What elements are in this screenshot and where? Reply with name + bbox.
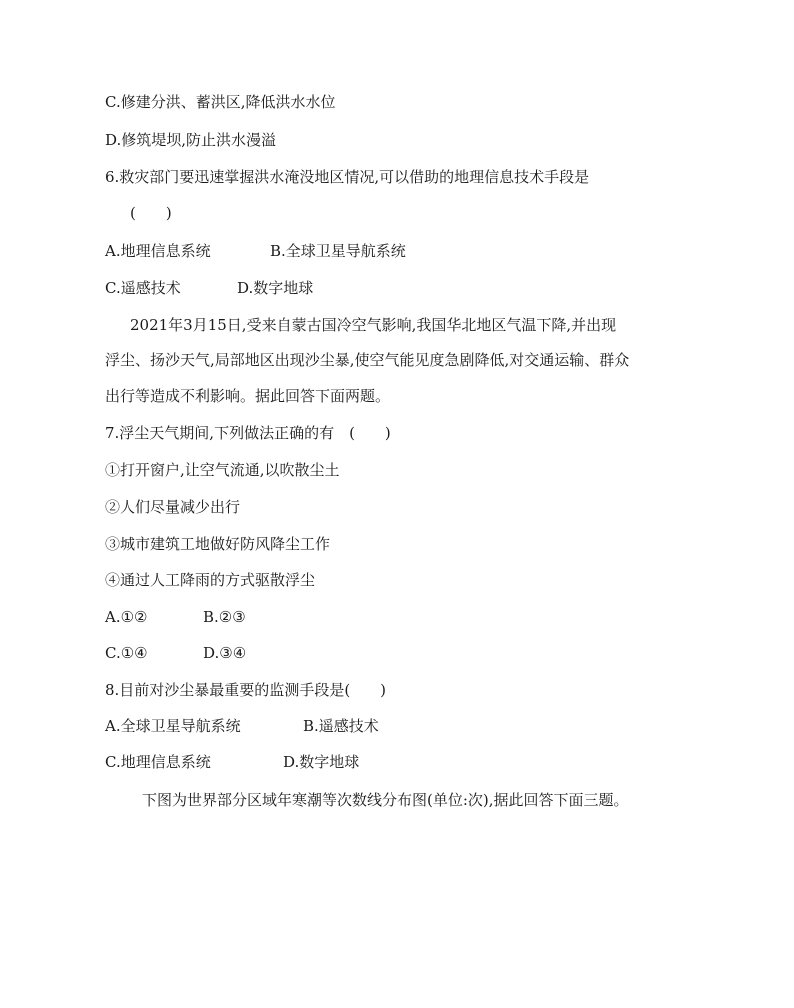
question-8: 8.目前对沙尘暴最重要的监测手段是( ) (105, 681, 387, 699)
question-7: 7.浮尘天气期间,下列做法正确的有 ( ) (105, 424, 391, 442)
passage-line-2: 浮尘、扬沙天气,局部地区出现沙尘暴,使空气能见度急剧降低,对交通运输、群众 (105, 351, 630, 369)
q8-option-c: C.地理信息系统 (105, 753, 211, 771)
q8-option-d: D.数字地球 (283, 753, 360, 771)
q7-statement-2: ②人们尽量减少出行 (105, 498, 241, 516)
question-6-options-row-2 (105, 278, 313, 298)
passage-line-1: 2021年3月15日,受来自蒙古国冷空气影响,我国华北地区气温下降,并出现 (130, 316, 617, 334)
q8-option-b: B.遥感技术 (303, 717, 379, 735)
option-c-flood: C.修建分洪、蓄洪区,降低洪水水位 (105, 93, 336, 111)
q7-option-b: B.②③ (203, 608, 246, 626)
map-intro: 下图为世界部分区域年寒潮等次数线分布图(单位:次),据此回答下面三题。 (142, 791, 629, 809)
q7-option-d: D.③④ (203, 644, 247, 662)
option-d-flood: D.修筑堤坝,防止洪水漫溢 (105, 131, 277, 149)
question-8-options-row-2 (105, 752, 359, 772)
passage-line-3: 出行等造成不利影响。据此回答下面两题。 (105, 387, 391, 405)
question-8-options-row-1 (105, 716, 379, 736)
q6-option-a: A.地理信息系统 (105, 242, 211, 260)
question-6-answer-paren: ( ) (130, 204, 172, 222)
q7-option-c: C.①④ (105, 644, 148, 662)
question-7-options-row-2 (105, 643, 246, 663)
question-6: 6.救灾部门要迅速掌握洪水淹没地区情况,可以借助的地理信息技术手段是 (105, 168, 590, 186)
question-6-options-row-1 (105, 241, 406, 261)
q7-statement-4: ④通过人工降雨的方式驱散浮尘 (105, 571, 316, 589)
q6-option-c: C.遥感技术 (105, 279, 181, 297)
q7-statement-3: ③城市建筑工地做好防风降尘工作 (105, 535, 331, 553)
q6-option-b: B.全球卫星导航系统 (270, 242, 406, 260)
question-7-options-row-1 (105, 607, 246, 627)
q8-option-a: A.全球卫星导航系统 (105, 717, 241, 735)
q7-statement-1: ①打开窗户,让空气流通,以吹散尘土 (105, 461, 340, 479)
q7-option-a: A.①② (105, 608, 148, 626)
q6-option-d: D.数字地球 (237, 279, 314, 297)
